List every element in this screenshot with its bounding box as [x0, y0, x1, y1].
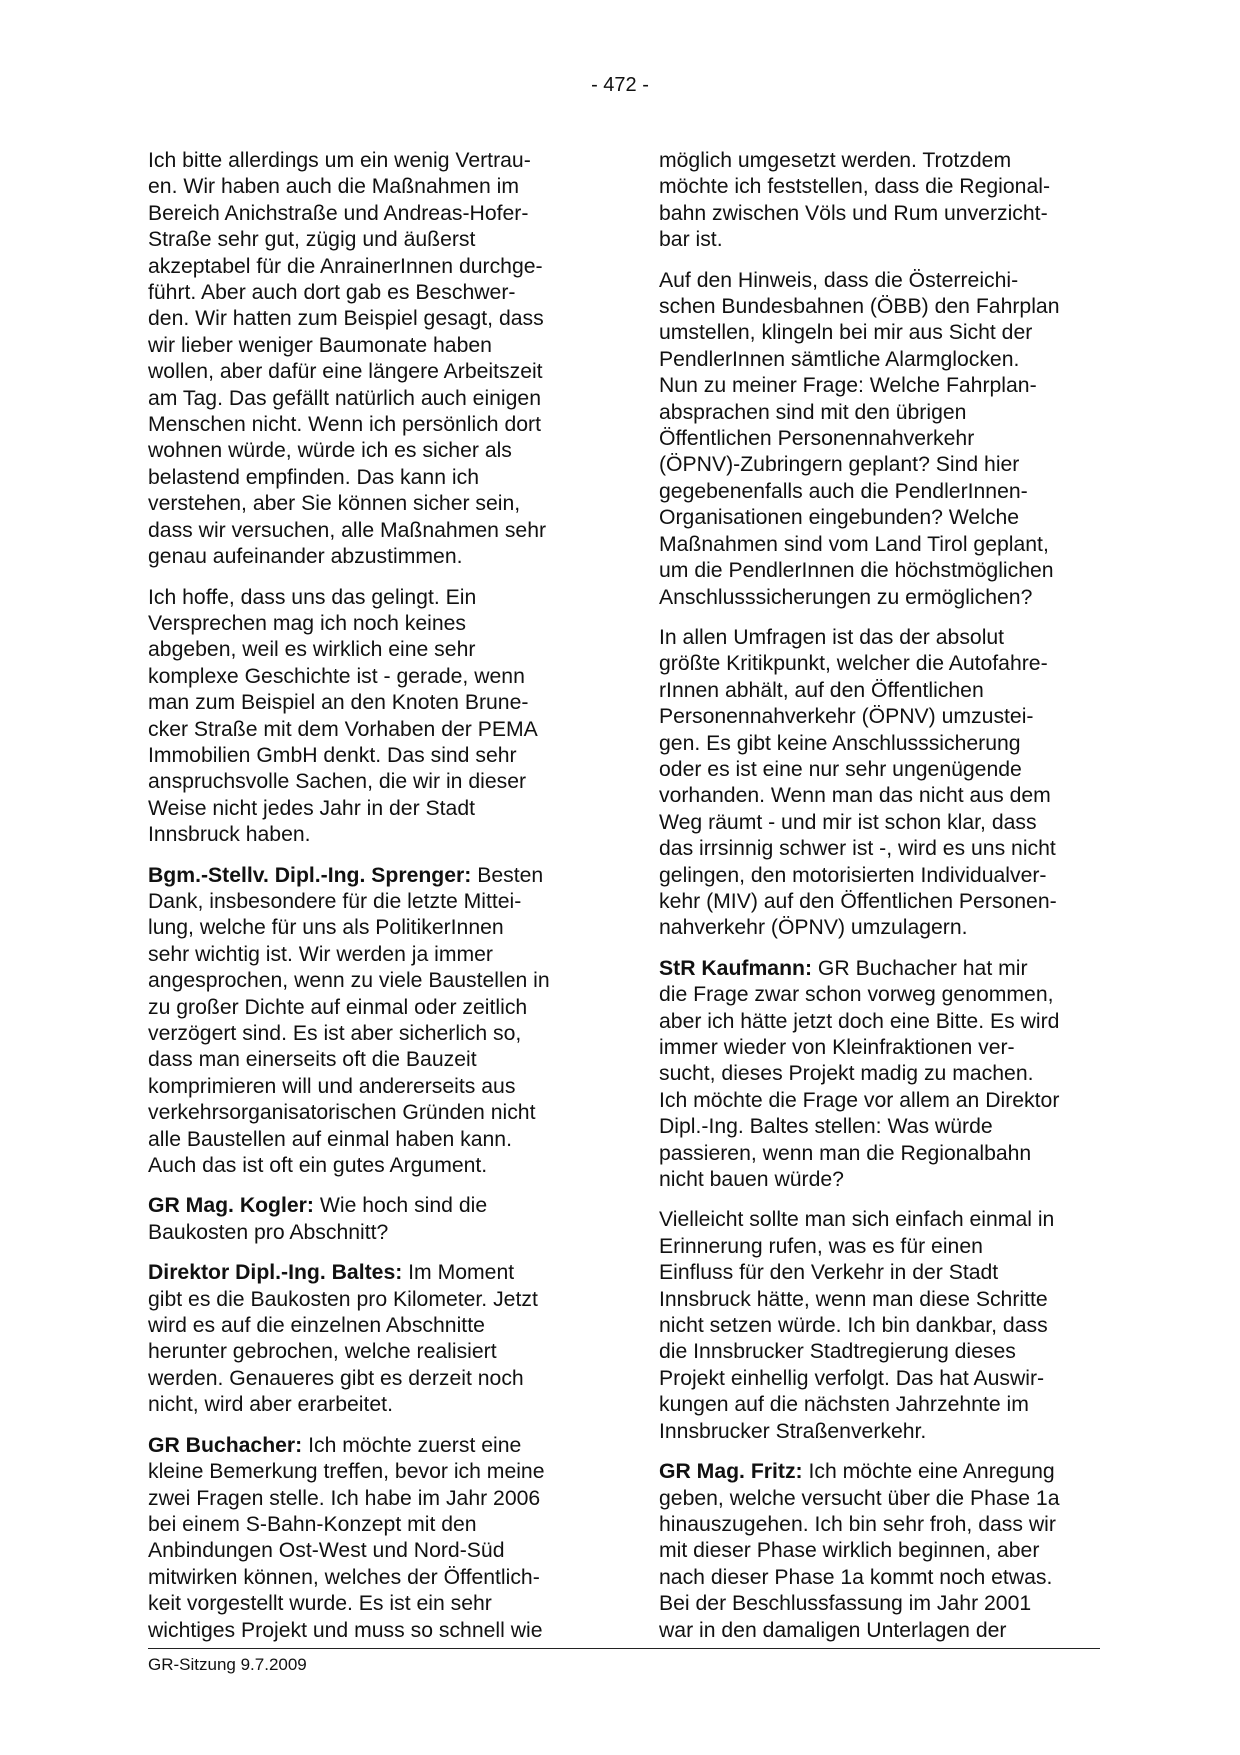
text-line: PendlerInnen sämtliche Alarmglocken.	[659, 347, 1020, 371]
text-line: angesprochen, wenn zu viele Baustellen in	[148, 969, 550, 993]
text-line: alle Baustellen auf einmal haben kann.	[148, 1127, 512, 1151]
text-line: wohnen würde, würde ich es sicher als	[148, 439, 512, 463]
text-line: bahn zwischen Völs und Rum unverzicht-	[659, 201, 1048, 225]
text-line: möchte ich feststellen, dass die Regional-	[659, 175, 1050, 199]
text-line: nicht, wird aber erarbeitet.	[148, 1393, 393, 1417]
text-line: genau aufeinander abzustimmen.	[148, 545, 463, 569]
text-line: Immobilien GmbH denkt. Das sind sehr	[148, 743, 517, 767]
text-line: belastend empfinden. Das kann ich	[148, 465, 479, 489]
text-line: Weg räumt - und mir ist schon klar, dass	[659, 810, 1037, 834]
footer-divider	[148, 1648, 1100, 1649]
text-line: Einfluss für den Verkehr in der Stadt	[659, 1261, 999, 1285]
text-line: Projekt einhellig verfolgt. Das hat Auswir-	[659, 1366, 1045, 1390]
text-line: absprachen sind mit den übrigen	[659, 400, 967, 424]
text-line: Auf den Hinweis, dass die Österreichi-	[659, 268, 1019, 292]
text-line: nach dieser Phase 1a kommt noch etwas.	[659, 1565, 1053, 1589]
text-line: akzeptabel für die AnrainerInnen durchge-	[148, 254, 543, 278]
text-line: oder es ist eine nur sehr ungenügende	[659, 757, 1022, 781]
text-line: verzögert sind. Es ist aber sicherlich so,	[148, 1022, 522, 1045]
speaker-name: GR Buchacher:	[148, 1433, 303, 1457]
text-line: Anbindungen Ost-West und Nord-Süd	[148, 1539, 505, 1563]
speaker-name: StR Kaufmann:	[659, 956, 813, 980]
text-line: anspruchsvolle Sachen, die wir in dieser	[148, 770, 527, 794]
text-line: am Tag. Das gefällt natürlich auch einigen	[148, 386, 541, 410]
text-line: nicht setzen würde. Ich bin dankbar, dass	[659, 1314, 1048, 1338]
speaker-text: Im Moment	[402, 1261, 515, 1285]
text-line: Anschlusssicherungen zu ermöglichen?	[659, 585, 1033, 609]
paragraph	[148, 148, 600, 571]
text-line: Organisationen eingebunden? Welche	[659, 506, 1020, 530]
text-line	[659, 1459, 1111, 1485]
text-line	[148, 863, 600, 889]
text-line: Innsbruck haben.	[148, 823, 311, 847]
text-line: den. Wir hatten zum Beispiel gesagt, dass	[148, 307, 544, 331]
text-line: cker Straße mit dem Vorhaben der PEMA	[148, 717, 538, 741]
text-line: verkehrsorganisatorischen Gründen nicht	[148, 1101, 536, 1125]
text-line: keit vorgestellt wurde. Es ist ein sehr	[148, 1592, 492, 1616]
text-line	[148, 1433, 600, 1459]
speaker-text: Ich möchte zuerst eine	[302, 1433, 522, 1457]
text-line: Innsbruck hätte, wenn man diese Schritte	[659, 1287, 1048, 1311]
text-line: gegebenenfalls auch die PendlerInnen-	[659, 479, 1028, 503]
text-line: Erinnerung rufen, was es für einen	[659, 1234, 983, 1258]
text-line: mit dieser Phase wirklich beginnen, aber	[659, 1539, 1040, 1563]
text-line: man zum Beispiel an den Knoten Brune-	[148, 691, 529, 715]
text-line: Menschen nicht. Wenn ich persönlich dort	[148, 413, 541, 437]
text-line: zu großer Dichte auf einmal oder zeitlich	[148, 995, 528, 1019]
text-line: Ich möchte die Frage vor allem an Direktor	[659, 1088, 1060, 1112]
text-line	[148, 1193, 600, 1219]
text-line: herunter gebrochen, welche realisiert	[148, 1340, 497, 1364]
speaker-name: GR Mag. Kogler:	[148, 1194, 314, 1218]
speaker-text: GR Buchacher hat mir	[812, 956, 1028, 980]
text-line: immer wieder von Kleinfraktionen ver-	[659, 1036, 1015, 1059]
text-line: Auch das ist oft ein gutes Argument.	[148, 1154, 488, 1178]
text-line: kleine Bemerkung treffen, bevor ich meine	[148, 1460, 545, 1484]
speaker-paragraph	[148, 1260, 600, 1418]
text-line: Öffentlichen Personennahverkehr	[659, 427, 975, 451]
speaker-paragraph	[148, 863, 600, 1180]
text-line: Straße sehr gut, zügig und äußerst	[148, 228, 476, 252]
text-line: verstehen, aber Sie können sicher sein,	[148, 492, 521, 516]
text-line	[148, 1260, 600, 1286]
text-line: vorhanden. Wenn man das nicht aus dem	[659, 784, 1051, 808]
text-line: aber ich hätte jetzt doch eine Bitte. Es wird	[659, 1009, 1060, 1033]
speaker-paragraph	[148, 1433, 600, 1644]
text-line: komplexe Geschichte ist - gerade, wenn	[148, 664, 525, 688]
paragraph	[148, 585, 600, 849]
text-column-right	[659, 148, 1111, 1658]
text-line: gelingen, den motorisierten Individualver-	[659, 863, 1047, 887]
page-number: - 472 -	[591, 74, 649, 96]
speaker-name: GR Mag. Fritz:	[659, 1460, 803, 1484]
text-line: die Frage zwar schon vorweg genommen,	[659, 983, 1054, 1007]
speaker-name: Direktor Dipl.-Ing. Baltes:	[148, 1261, 403, 1285]
text-line: (ÖPNV)-Zubringern geplant? Sind hier	[659, 453, 1020, 477]
text-line: größte Kritikpunkt, welcher die Autofahre-	[659, 652, 1048, 676]
text-line: wird es auf die einzelnen Abschnitte	[148, 1314, 485, 1338]
speaker-text: Ich möchte eine Anregung	[802, 1460, 1055, 1484]
speaker-paragraph	[659, 1459, 1111, 1644]
text-line: war in den damaligen Unterlagen der	[659, 1618, 1007, 1642]
text-line: umstellen, klingeln bei mir aus Sicht der	[659, 321, 1033, 345]
text-line: möglich umgesetzt werden. Trotzdem	[659, 149, 1012, 172]
text-line: Dank, insbesondere für die letzte Mittei-	[148, 889, 522, 913]
text-line: passieren, wenn man die Regionalbahn	[659, 1141, 1032, 1165]
text-line: werden. Genaueres gibt es derzeit noch	[148, 1366, 524, 1390]
text-line: das irrsinnig schwer ist -, wird es uns nicht	[659, 837, 1056, 861]
speaker-name: Bgm.-Stellv. Dipl.-Ing. Sprenger:	[148, 863, 472, 887]
text-line: hinauszugehen. Ich bin sehr froh, dass wir	[659, 1512, 1056, 1536]
text-line: Versprechen mag ich noch keines	[148, 611, 466, 635]
text-line: dass man einerseits oft die Bauzeit	[148, 1048, 477, 1072]
text-line	[659, 956, 1111, 982]
text-line: zwei Fragen stelle. Ich habe im Jahr 2006	[148, 1486, 541, 1510]
text-line: komprimieren will und andererseits aus	[148, 1074, 516, 1098]
speaker-text: Besten	[471, 863, 544, 887]
text-line: sucht, dieses Projekt madig zu machen.	[659, 1062, 1034, 1086]
text-line: dass wir versuchen, alle Maßnahmen sehr	[148, 518, 547, 542]
text-line: abgeben, weil es wirklich eine sehr	[148, 638, 476, 662]
text-line: gen. Es gibt keine Anschlusssicherung	[659, 731, 1021, 755]
text-line: Nun zu meiner Frage: Welche Fahrplan-	[659, 374, 1037, 398]
text-line: rInnen abhält, auf den Öffentlichen	[659, 678, 984, 702]
text-line: bei einem S-Bahn-Konzept mit den	[148, 1512, 477, 1536]
text-line: die Innsbrucker Stadtregierung dieses	[659, 1340, 1016, 1364]
text-line: In allen Umfragen ist das der absolut	[659, 625, 1005, 649]
text-line: nahverkehr (ÖPNV) umzulagern.	[659, 916, 968, 940]
paragraph	[659, 625, 1111, 942]
text-line: en. Wir haben auch die Maßnahmen im	[148, 175, 519, 199]
paragraph	[659, 1207, 1111, 1445]
paragraph	[659, 268, 1111, 611]
text-line: kehr (MIV) auf den Öffentlichen Personen-	[659, 889, 1057, 913]
text-line: schen Bundesbahnen (ÖBB) den Fahrplan	[659, 295, 1060, 319]
text-line: um die PendlerInnen die höchstmöglichen	[659, 559, 1054, 583]
text-line: Vielleicht sollte man sich einfach einmal in	[659, 1208, 1055, 1232]
text-line: Personennahverkehr (ÖPNV) umzustei-	[659, 705, 1034, 729]
text-line: nicht bauen würde?	[659, 1168, 844, 1192]
text-line: geben, welche versucht über die Phase 1a	[659, 1486, 1060, 1510]
text-line: Baukosten pro Abschnitt?	[148, 1220, 389, 1244]
text-line: wichtiges Projekt und muss so schnell wie	[148, 1618, 543, 1642]
text-line: mitwirken können, welches der Öffentlich-	[148, 1565, 540, 1589]
text-line: wollen, aber dafür eine längere Arbeitszeit	[148, 360, 543, 384]
text-line: Weise nicht jedes Jahr in der Stadt	[148, 796, 476, 820]
text-line: Bei der Beschlussfassung im Jahr 2001	[659, 1592, 1032, 1616]
text-line: Bereich Anichstraße und Andreas-Hofer-	[148, 201, 529, 225]
text-line: Ich bitte allerdings um ein wenig Vertrau-	[148, 149, 531, 172]
text-line: wir lieber weniger Baumonate haben	[148, 333, 492, 357]
speaker-paragraph	[659, 956, 1111, 1194]
text-column-left	[148, 148, 600, 1658]
text-line: gibt es die Baukosten pro Kilometer. Jetzt	[148, 1287, 538, 1311]
speaker-text: Wie hoch sind die	[313, 1194, 488, 1218]
text-line: bar ist.	[659, 228, 723, 252]
footer-session-date: GR-Sitzung 9.7.2009	[148, 1655, 307, 1674]
text-line: Dipl.-Ing. Baltes stellen: Was würde	[659, 1115, 993, 1139]
text-line: Ich hoffe, dass uns das gelingt. Ein	[148, 585, 477, 609]
text-line: lung, welche für uns als PolitikerInnen	[148, 916, 504, 940]
speaker-paragraph	[148, 1193, 600, 1246]
text-line: Innsbrucker Straßenverkehr.	[659, 1419, 927, 1443]
text-line: Maßnahmen sind vom Land Tirol geplant,	[659, 532, 1049, 556]
text-line: sehr wichtig ist. Wir werden ja immer	[148, 942, 493, 966]
text-line: kungen auf die nächsten Jahrzehnte im	[659, 1393, 1029, 1417]
text-line: führt. Aber auch dort gab es Beschwer-	[148, 281, 516, 305]
paragraph	[659, 148, 1111, 254]
